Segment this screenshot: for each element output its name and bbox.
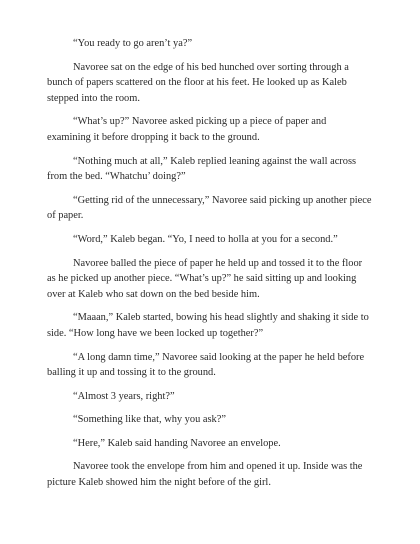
paragraph-2: Navoree sat on the edge of his bed hunched over sorting through a bunch of papers scattered on the floor at his feet. He looked up as Kaleb stepped into the room. xyxy=(47,61,349,104)
paragraph-1: “You ready to go aren’t ya?” xyxy=(73,38,193,49)
paragraph-9: “A long damn time,” Navoree said looking at the paper he held before balling it up and tossing it to the ground. xyxy=(47,351,365,379)
paragraph-7: Navoree balled the piece of paper he held up and tossed it to the floor as he picked up another piece. “What’s up?” he said sitting up and looking over at Kaleb who sat down on the bed beside him. xyxy=(47,257,363,300)
paragraph-11: “Something like that, why you ask?” xyxy=(73,414,226,426)
paragraph-5: “Getting rid of the unnecessary,” Navoree said picking up another piece of paper. xyxy=(47,194,372,222)
paragraph-3: “What’s up?” Navoree asked picking up a piece of paper and examining it before dropping it back to the ground. xyxy=(47,116,327,143)
paragraph-12: “Here,” Kaleb said handing Navoree an envelope. xyxy=(73,437,281,449)
paragraph-10: “Almost 3 years, right?” xyxy=(73,390,175,402)
paragraph-4: “Nothing much at all,” Kaleb replied leaning against the wall across from the bed. “Whatchu’ doing?” xyxy=(47,155,357,183)
body-text xyxy=(47,36,372,499)
paragraph-6: “Word,” Kaleb began. “Yo, I need to holla at you for a second.” xyxy=(73,233,338,245)
paragraph-13: Navoree took the envelope from him and opened it up. Inside was the picture Kaleb showed him the night before of the girl. xyxy=(47,461,363,489)
paragraph-8: “Maaan,” Kaleb started, bowing his head slightly and shaking it side to side. “How long have we been locked up together?” xyxy=(47,312,369,339)
